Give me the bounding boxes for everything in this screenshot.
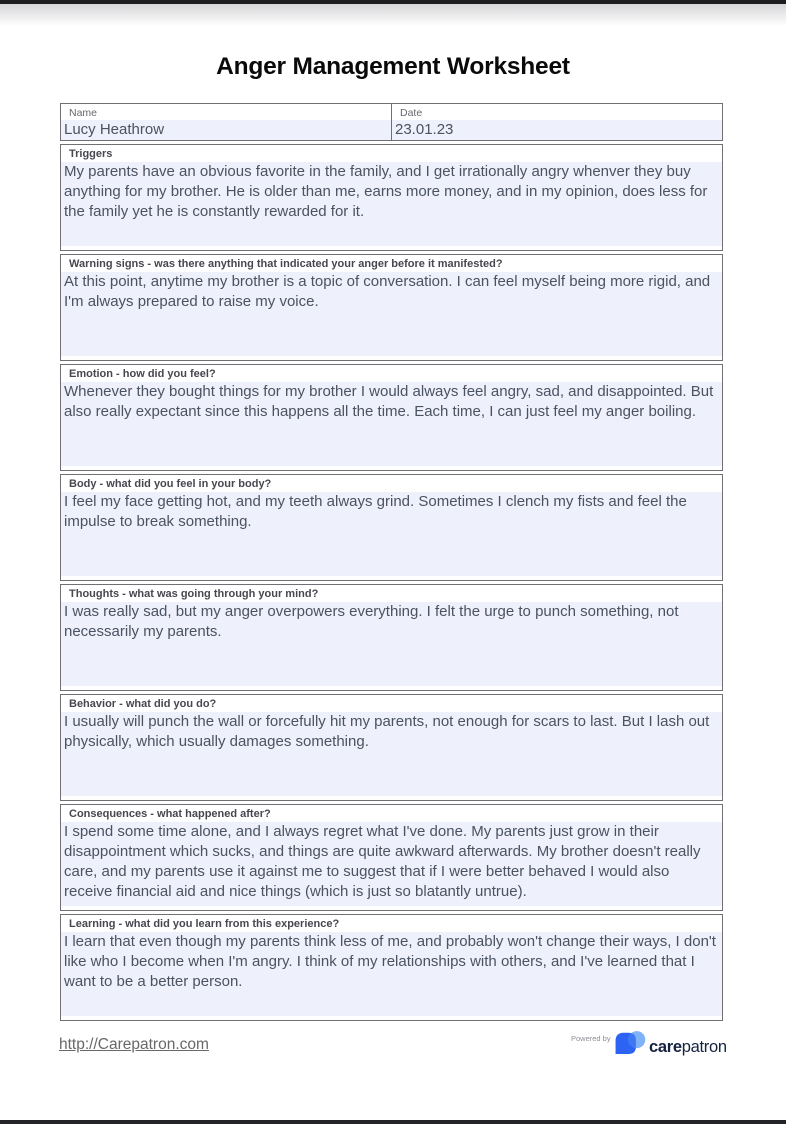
section-warning-signs-label: Warning signs - was there anything that indicated your anger before it manifested?	[69, 258, 503, 270]
section-emotion-label: Emotion - how did you feel?	[69, 368, 216, 380]
section-emotion	[60, 364, 723, 471]
date-label: Date	[400, 107, 423, 119]
name-date-table	[60, 103, 723, 141]
date-cell	[392, 104, 722, 140]
name-label: Name	[69, 107, 98, 119]
carepatron-logo-icon	[613, 1030, 647, 1056]
section-learning-label: Learning - what did you learn from this experience?	[69, 918, 340, 930]
name-cell	[61, 104, 392, 140]
worksheet-body	[60, 103, 723, 1021]
section-thoughts	[60, 584, 723, 691]
section-triggers	[60, 144, 723, 251]
section-warning-signs	[60, 254, 723, 361]
section-behavior-label: Behavior - what did you do?	[69, 698, 217, 710]
section-thoughts-label: Thoughts - what was going through your mind?	[69, 588, 319, 600]
section-body-textarea[interactable]: I feel my face getting hot, and my teeth always grind. Sometimes I clench my fists and feel the impulse to break something.	[61, 492, 722, 576]
section-behavior-textarea[interactable]: I usually will punch the wall or forcefully hit my parents, not enough for scars to last. But I lash out physically, which usually damages something.	[61, 712, 722, 796]
section-body	[60, 474, 723, 581]
section-thoughts-textarea[interactable]: I was really sad, but my anger overpowers everything. I felt the urge to punch something, not necessarily my parents.	[61, 602, 722, 686]
section-consequences-label: Consequences - what happened after?	[69, 808, 271, 820]
section-learning-textarea[interactable]: I learn that even though my parents think less of me, and probably won't change their ways, I don't like who I become when I'm angry. I think of my relationships with others, and I've learned that I want to be a better person.	[61, 932, 722, 1016]
section-consequences	[60, 804, 723, 911]
powered-by-label: Powered by	[571, 1034, 611, 1043]
section-warning-signs-textarea[interactable]: At this point, anytime my brother is a topic of conversation. I can feel myself being more rigid, and I'm always prepared to raise my voice.	[61, 272, 722, 356]
section-behavior	[60, 694, 723, 801]
page-title: Anger Management Worksheet	[216, 53, 570, 80]
section-emotion-textarea[interactable]: Whenever they bought things for my brother I would always feel angry, sad, and disappointed. But also really expectant since this happens all the time. Each time, I can just feel my anger boiling.	[61, 382, 722, 466]
carepatron-wordmark-regular: patron	[681, 1038, 727, 1056]
date-input[interactable]: 23.01.23	[392, 120, 722, 140]
carepatron-link[interactable]: http://Carepatron.com	[59, 1036, 209, 1053]
section-body-label: Body - what did you feel in your body?	[69, 478, 272, 490]
carepatron-wordmark-bold: care	[649, 1038, 682, 1056]
section-consequences-textarea[interactable]: I spend some time alone, and I always regret what I've done. My parents just grow in their disappointment which sucks, and things are quite awkward afterwards. My brother doesn't really care, and my parents use it against me to suggest that if I were better behaved I would also receive financial aid and nice things (which is just so blatantly untrue).	[61, 822, 722, 906]
carepatron-wordmark	[649, 1038, 727, 1056]
name-input[interactable]: Lucy Heathrow	[61, 120, 391, 140]
page-top-shadow	[0, 4, 786, 26]
section-learning	[60, 914, 723, 1021]
section-triggers-label: Triggers	[69, 148, 113, 160]
section-triggers-textarea[interactable]: My parents have an obvious favorite in the family, and I get irrationally angry whenver they buy anything for my brother. He is older than me, earns more money, and in my opinion, does less for the family yet he is constantly rewarded for it.	[61, 162, 722, 246]
viewer-bottom-edge	[0, 1120, 786, 1124]
